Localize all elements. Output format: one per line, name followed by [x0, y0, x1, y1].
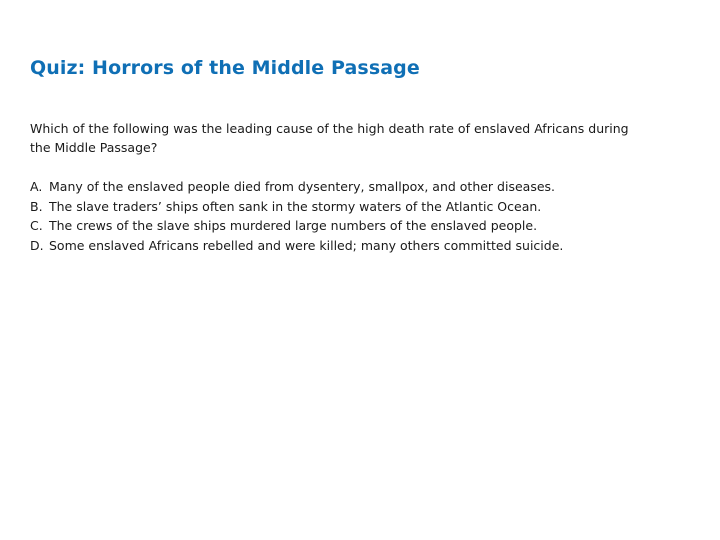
quiz-question: Which of the following was the leading cause of the high death rate of enslaved Africans during the Middle Passage?	[30, 121, 629, 155]
answer-options-list	[30, 177, 670, 255]
answer-option-c	[30, 216, 670, 236]
answer-option-d	[30, 236, 670, 256]
option-letter: B.	[30, 198, 43, 214]
slide-title: Quiz: Horrors of the Middle Passage	[30, 57, 420, 79]
option-text: Many of the enslaved people died from dysentery, smallpox, and other diseases.	[49, 179, 556, 194]
answer-option-a	[30, 177, 670, 197]
option-text: The crews of the slave ships murdered large numbers of the enslaved people.	[49, 218, 538, 233]
option-text: Some enslaved Africans rebelled and were killed; many others committed suicide.	[49, 237, 564, 253]
answer-option-b	[30, 197, 670, 217]
option-letter: C.	[30, 218, 43, 233]
option-text: The slave traders’ ships often sank in the stormy waters of the Atlantic Ocean.	[49, 198, 542, 214]
option-letter: D.	[30, 237, 44, 253]
option-letter: A.	[30, 179, 43, 194]
